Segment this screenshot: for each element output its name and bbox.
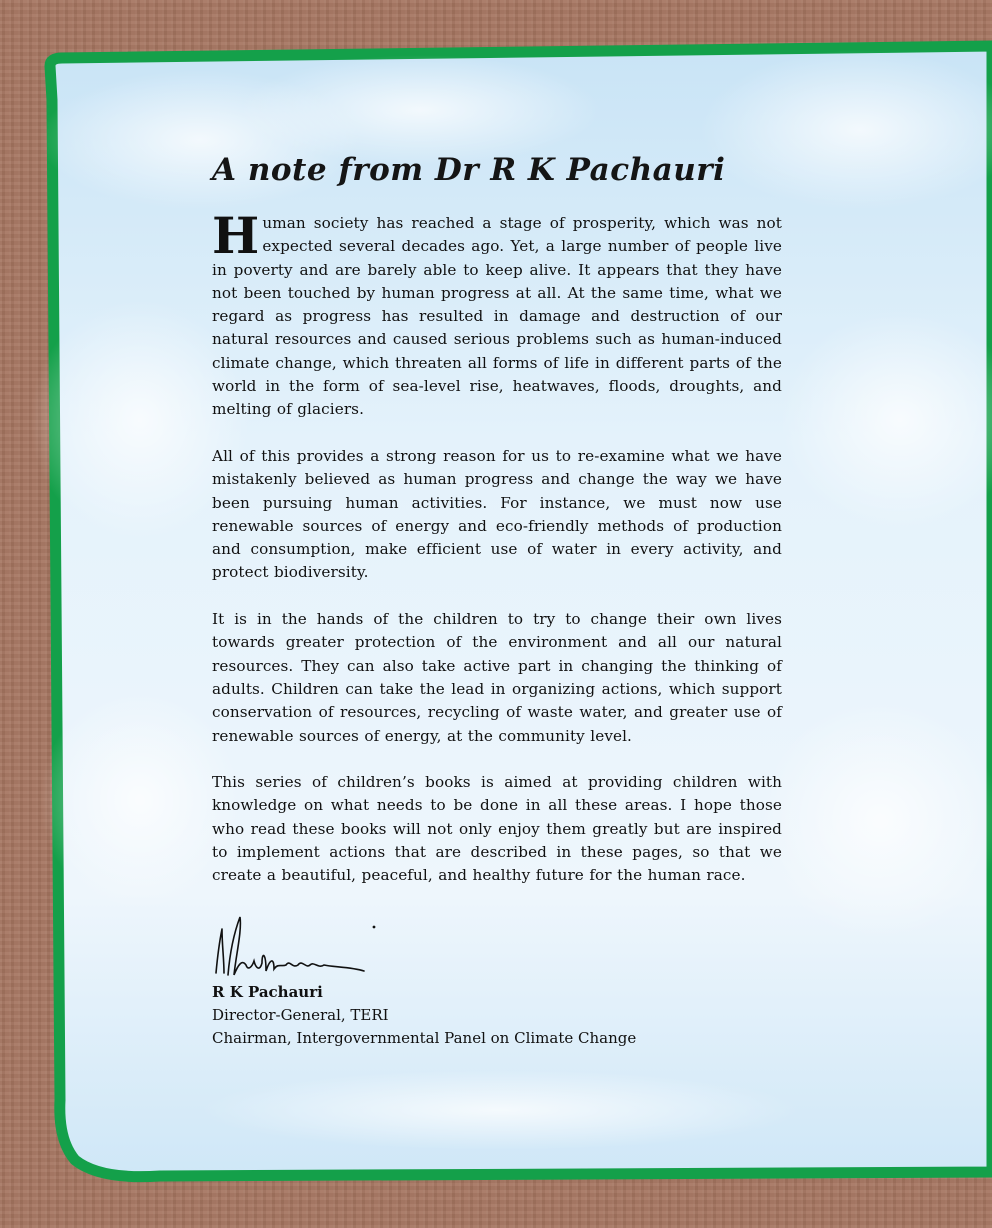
paragraph-1-text: uman society has reached a stage of prosperity, which was not expected several decades ago. Yet, a large number of people live in poverty and are barely able to keep alive. It appears that they have not been touched by human progress at all. At the same time, what we regard as progress has resulted in damage and destruction of our natural resources and caused serious problems such as human-induced climate change, which threaten all forms of life in different parts of the world in the form of sea-level rise, heatwaves, floods, droughts, and melting of glaciers. <box>212 214 782 419</box>
paragraph-2: All of this provides a strong reason for us to re-examine what we have mistakenly believed as human progress and change the way we have been pursuing human activities. For instance, we must now use renewable sources of energy and eco-friendly methods of production and consumption, make efficient use of water in every activity, and protect biodiversity. <box>212 446 782 582</box>
signatory-role-ipcc: Chairman, Intergovernmental Panel on Climate Change <box>212 1028 637 1047</box>
signatory-role-teri: Director-General, TERI <box>212 1005 389 1024</box>
signature-icon <box>212 911 782 981</box>
paragraph-4: This series of children’s books is aimed at providing children with knowledge on what needs to be done in all these areas. I hope those who read these books will not only enjoy them greatly but are inspired to implement actions that are described in these pages, so that we create a beautiful, peaceful, and healthy future for the human race. <box>212 773 782 885</box>
page-title: A note from Dr R K Pachauri <box>212 152 726 188</box>
note-content <box>212 150 782 1050</box>
paragraph-1 <box>212 206 782 422</box>
paragraph-3: It is in the hands of the children to try to change their own lives towards greater protection of the environment and all our natural resources. They can also take active part in changing the thinking of adults. Children can take the lead in organizing actions, which support conservation of resources, recycling of waste water, and greater use of renewable sources of energy, at the community level. <box>212 610 782 745</box>
drop-cap: H <box>212 206 260 265</box>
signatory-name: R K Pachauri <box>212 982 323 1001</box>
